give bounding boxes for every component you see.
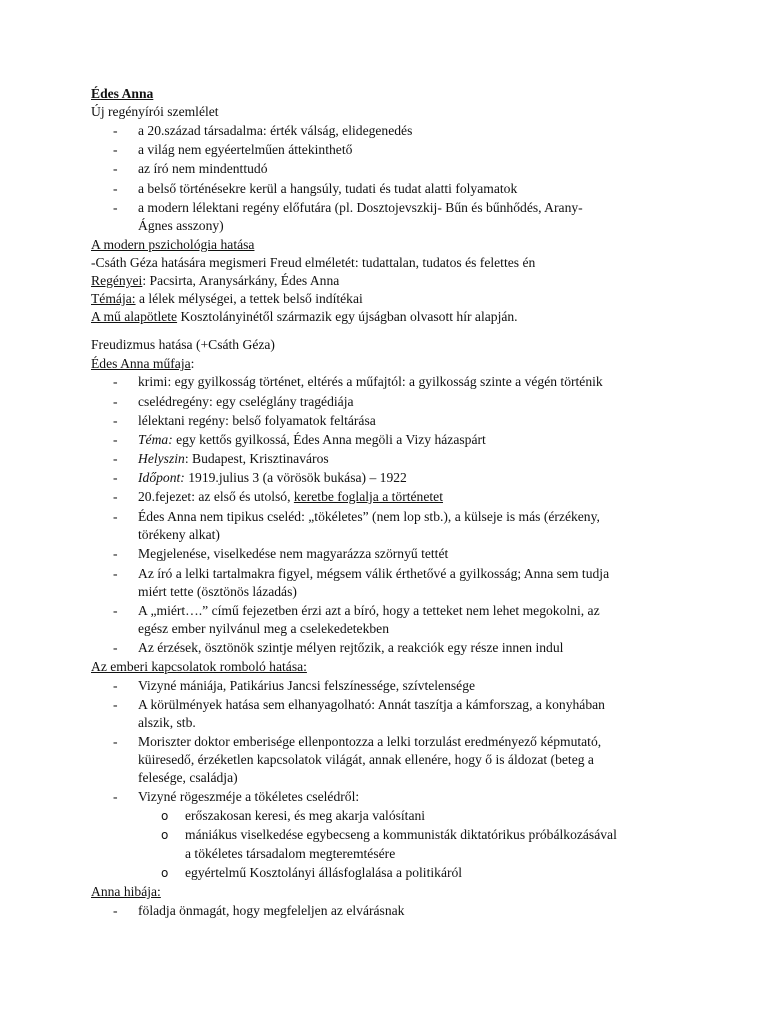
list-item: az író nem mindenttudó bbox=[138, 161, 268, 176]
bullet-dash: - bbox=[113, 640, 118, 655]
idea-text: Kosztolányinétől származik egy újságban olvasott hír alapján. bbox=[177, 309, 518, 324]
bullet-dash: - bbox=[113, 566, 118, 581]
bullet-dash: - bbox=[113, 413, 118, 428]
list-item-continuation: küiresedő, érzéketlen kapcsolatok világát, annak ellenére, hogy ő is áldozat (beteg a bbox=[138, 752, 594, 767]
document-title: Édes Anna bbox=[91, 86, 154, 101]
idea-label: A mű alapötlete bbox=[91, 309, 178, 324]
theme-text: egy kettős gyilkossá, Édes Anna megöli a Vizy házaspárt bbox=[172, 432, 486, 447]
bullet-dash: - bbox=[113, 181, 118, 196]
list-item: lélektani regény: belső folyamatok feltárása bbox=[138, 413, 376, 428]
novels-label: Regényei bbox=[91, 273, 143, 288]
bullet-dash: - bbox=[113, 432, 118, 447]
theme-label: Téma: bbox=[138, 432, 173, 447]
chapter-underlined: keretbe foglalja a történetet bbox=[293, 489, 443, 504]
list-item bbox=[138, 469, 407, 487]
section-heading-genre bbox=[91, 355, 194, 373]
bullet-dash: - bbox=[113, 903, 118, 918]
list-item-continuation: törékeny alkat) bbox=[138, 527, 220, 542]
list-item: a 20.század társadalma: érték válság, elidegenedés bbox=[138, 123, 413, 138]
location-label: Helyszin bbox=[138, 451, 185, 466]
list-item: a belső történésekre kerül a hangsúly, tudati és tudat alatti folyamatok bbox=[138, 181, 518, 196]
list-item-continuation: egész ember nyilvánul meg a cselekedetekben bbox=[138, 621, 389, 636]
bullet-dash: - bbox=[113, 546, 118, 561]
bullet-dash: - bbox=[113, 734, 118, 749]
section-heading-anna-fault: Anna hibája: bbox=[91, 884, 161, 899]
list-item bbox=[138, 450, 329, 468]
list-item: a modern lélektani regény előfutára (pl. Dosztojevszkij- Bűn és bűnhődés, Arany- bbox=[138, 200, 583, 215]
paragraph-csath: -Csáth Géza hatására megismeri Freud elméletét: tudattalan, tudatos és felettes én bbox=[91, 255, 536, 270]
sub-list-item-continuation: a tökéletes társadalom megteremtésére bbox=[185, 846, 396, 861]
bullet-dash: - bbox=[113, 678, 118, 693]
bullet-dash: - bbox=[113, 603, 118, 618]
list-item: Édes Anna nem tipikus cseléd: „tökéletes” (nem lop stb.), a külseje is más (érzékeny, bbox=[138, 509, 600, 524]
list-item: krimi: egy gyilkosság történet, eltérés a műfajtól: a gyilkosság szinte a végén történik bbox=[138, 374, 603, 389]
list-item: a világ nem egyéertelműen áttekinthető bbox=[138, 142, 353, 157]
paragraph-novels bbox=[91, 272, 339, 290]
theme-label: Témája: bbox=[91, 291, 136, 306]
bullet-dash: - bbox=[113, 142, 118, 157]
paragraph-idea bbox=[91, 308, 518, 326]
bullet-dash: - bbox=[113, 489, 118, 504]
list-item bbox=[138, 488, 443, 506]
list-item-continuation: alszik, stb. bbox=[138, 715, 196, 730]
list-item-continuation: felesége, családja) bbox=[138, 770, 238, 785]
genre-colon: : bbox=[190, 356, 195, 371]
list-item: Az érzések, ösztönök szintje mélyen rejtőzik, a reakciók egy része innen indul bbox=[138, 640, 564, 655]
bullet-dash: - bbox=[113, 394, 118, 409]
bullet-circle: o bbox=[161, 828, 169, 842]
section-heading-new-novel-view: Új regényírói szemlélet bbox=[91, 104, 219, 119]
paragraph-theme bbox=[91, 290, 363, 308]
genre-heading: Édes Anna műfaja bbox=[91, 356, 191, 371]
bullet-dash: - bbox=[113, 123, 118, 138]
novels-text: : Pacsirta, Aranysárkány, Édes Anna bbox=[142, 273, 340, 288]
list-item: cselédregény: egy cseléglány tragédiája bbox=[138, 394, 354, 409]
time-text: 1919.julius 3 (a vörösök bukása) – 1922 bbox=[184, 470, 407, 485]
list-item: Vizyné rögeszméje a tökéletes cselédről: bbox=[138, 789, 360, 804]
bullet-dash: - bbox=[113, 789, 118, 804]
section-heading-modern-psychology: A modern pszichológia hatása bbox=[91, 237, 255, 252]
list-item: Vizyné mániája, Patikárius Jancsi felszínessége, szívtelensége bbox=[138, 678, 476, 693]
list-item: A „miért….” című fejezetben érzi azt a bíró, hogy a tetteket nem lehet megokolni, az bbox=[138, 603, 600, 618]
bullet-circle: o bbox=[161, 809, 169, 823]
bullet-dash: - bbox=[113, 451, 118, 466]
time-label: Időpont: bbox=[138, 470, 185, 485]
bullet-dash: - bbox=[113, 470, 118, 485]
location-text: : Budapest, Krisztinaváros bbox=[184, 451, 329, 466]
bullet-circle: o bbox=[161, 866, 169, 880]
paragraph-freudism: Freudizmus hatása (+Csáth Géza) bbox=[91, 337, 275, 352]
theme-text: a lélek mélységei, a tettek belső indítékai bbox=[135, 291, 363, 306]
list-item: Moriszter doktor emberisége ellenpontozza a lelki torzulást eredményező képmutató, bbox=[138, 734, 602, 749]
bullet-dash: - bbox=[113, 200, 118, 215]
bullet-dash: - bbox=[113, 509, 118, 524]
sub-list-item: erőszakosan keresi, és meg akarja valósítani bbox=[185, 808, 426, 823]
list-item: Az író a lelki tartalmakra figyel, mégsem válik érthetővé a gyilkosság; Anna sem tudja bbox=[138, 566, 610, 581]
sub-list-item: egyértelmű Kosztolányi állásfoglalása a politikáról bbox=[185, 865, 463, 880]
list-item-continuation: miért tette (ösztönös lázadás) bbox=[138, 584, 297, 599]
bullet-dash: - bbox=[113, 374, 118, 389]
bullet-dash: - bbox=[113, 697, 118, 712]
list-item-continuation: Ágnes asszony) bbox=[138, 218, 224, 233]
sub-list-item: mániákus viselkedése egybecseng a kommunisták diktatórikus próbálkozásával bbox=[185, 827, 617, 842]
section-heading-relationships: Az emberi kapcsolatok romboló hatása: bbox=[91, 659, 307, 674]
list-item: A körülmények hatása sem elhanyagolható: Annát taszítja a kámforszag, a konyhában bbox=[138, 697, 605, 712]
list-item: föladja önmagát, hogy megfeleljen az elvárásnak bbox=[138, 903, 405, 918]
bullet-dash: - bbox=[113, 161, 118, 176]
list-item: Megjelenése, viselkedése nem magyarázza szörnyű tettét bbox=[138, 546, 449, 561]
list-item bbox=[138, 431, 486, 449]
chapter-text: 20.fejezet: az első és utolsó, bbox=[138, 489, 294, 504]
